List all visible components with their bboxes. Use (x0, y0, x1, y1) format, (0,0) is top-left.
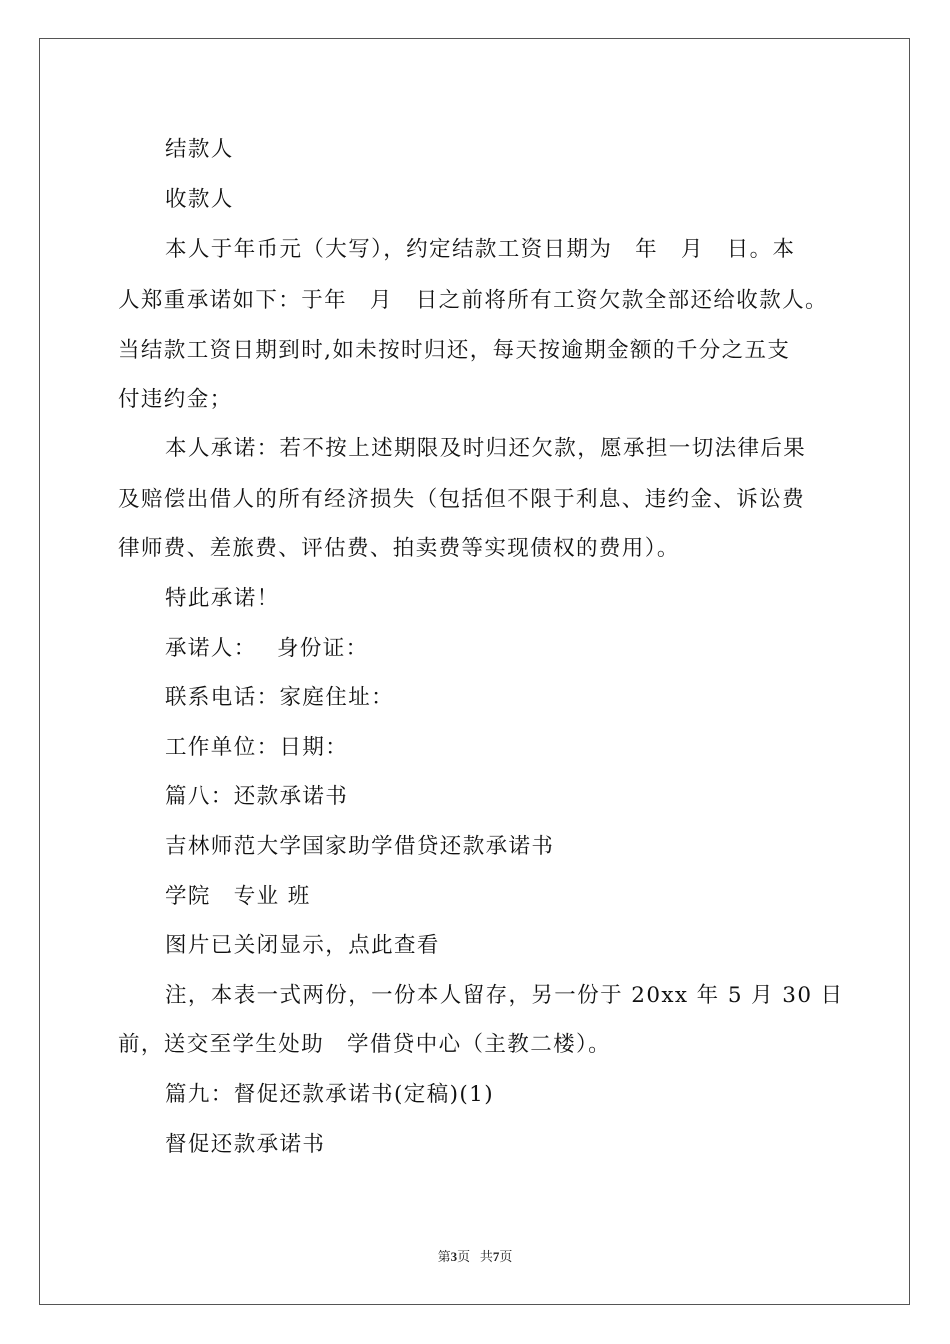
document-title: 吉林师范大学国家助学借贷还款承诺书 (165, 834, 555, 859)
page-footer (0, 1246, 950, 1265)
paragraph-line: 律师费、差旅费、评估费、拍卖费等实现债权的费用）。 (118, 536, 680, 561)
page-number: 3 (450, 1249, 458, 1264)
line-payer: 结款人 (165, 137, 234, 162)
image-placeholder-link[interactable]: 图片已关闭显示，点此查看 (165, 933, 440, 958)
page-border (39, 38, 910, 1305)
line-payee: 收款人 (165, 187, 234, 212)
section-heading: 篇九：督促还款承诺书(定稿)(1) (165, 1082, 495, 1107)
employer-field: 工作单位：日期： (165, 735, 349, 760)
page-prefix: 第 (437, 1249, 451, 1264)
paragraph-line: 当结款工资日期到时,如未按时归还，每天按逾期金额的千分之五支 (118, 338, 791, 363)
note-line: 前，送交至学生处助 学借贷中心（主教二楼）。 (118, 1032, 612, 1057)
paragraph-line: 付违约金； (118, 387, 233, 412)
contact-field: 联系电话：家庭住址： (165, 685, 395, 710)
total-pages: 7 (492, 1249, 500, 1264)
paragraph-line: 及赔偿出借人的所有经济损失（包括但不限于利息、违约金、诉讼费 (118, 487, 806, 512)
signer-field: 承诺人： 身份证： (165, 636, 369, 661)
closing-statement: 特此承诺！ (165, 586, 280, 611)
note-line: 注，本表一式两份，一份本人留存，另一份于 20xx 年 5 月 30 日 (165, 983, 844, 1008)
document-title: 督促还款承诺书 (165, 1132, 326, 1157)
page-suffix: 页 (457, 1249, 471, 1264)
section-heading: 篇八：还款承诺书 (165, 784, 349, 809)
class-field: 学院 专业 班 (165, 884, 311, 909)
paragraph-line: 本人于年币元（大写），约定结款工资日期为 年 月 日。本 (165, 237, 796, 262)
total-prefix: 共 (479, 1249, 493, 1264)
total-suffix: 页 (499, 1249, 513, 1264)
paragraph-line: 本人承诺：若不按上述期限及时归还欠款，愿承担一切法律后果 (165, 436, 807, 461)
paragraph-line: 人郑重承诺如下：于年 月 日之前将所有工资欠款全部还给收款人。 (118, 288, 828, 313)
